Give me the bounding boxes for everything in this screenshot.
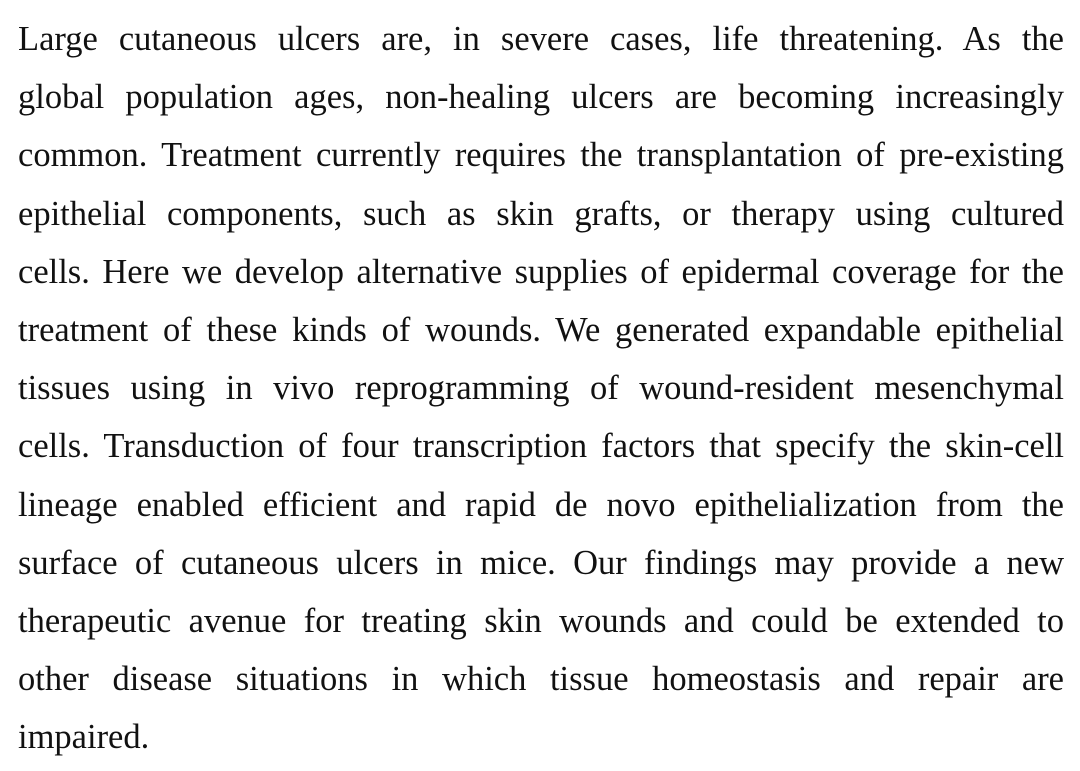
- paragraph-line-1: Large cutaneous ulcers are, in severe cases, life threatening. As the: [18, 20, 1064, 58]
- paragraph-line-9: lineage enabled efficient and rapid de novo epithelialization from the: [18, 485, 1064, 524]
- paragraph-line-10: surface of cutaneous ulcers in mice. Our findings may provide a new: [18, 543, 1064, 582]
- paragraph-line-4: epithelial components, such as skin grafts, or therapy using cultured: [18, 194, 1064, 233]
- paragraph-line-3: common. Treatment currently requires the transplantation of pre-existing: [18, 136, 1064, 175]
- paragraph-line-2: global population ages, non-healing ulcers are becoming increasingly: [18, 78, 1064, 117]
- paragraph-line-12: other disease situations in which tissue homeostasis and repair are: [18, 660, 1064, 699]
- paragraph-line-8: cells. Transduction of four transcription factors that specify the skin-cell: [18, 427, 1064, 466]
- paragraph-line-7: tissues using in vivo reprogramming of wound-resident mesenchymal: [18, 369, 1064, 408]
- paragraph-line-6: treatment of these kinds of wounds. We generated expandable epithelial: [18, 310, 1064, 349]
- abstract-paragraph: [18, 10, 1064, 766]
- paragraph-line-5: cells. Here we develop alternative supplies of epidermal coverage for the: [18, 252, 1064, 291]
- paragraph-line-11: therapeutic avenue for treating skin wounds and could be extended to: [18, 601, 1064, 640]
- paragraph-line-13: impaired.: [18, 718, 150, 757]
